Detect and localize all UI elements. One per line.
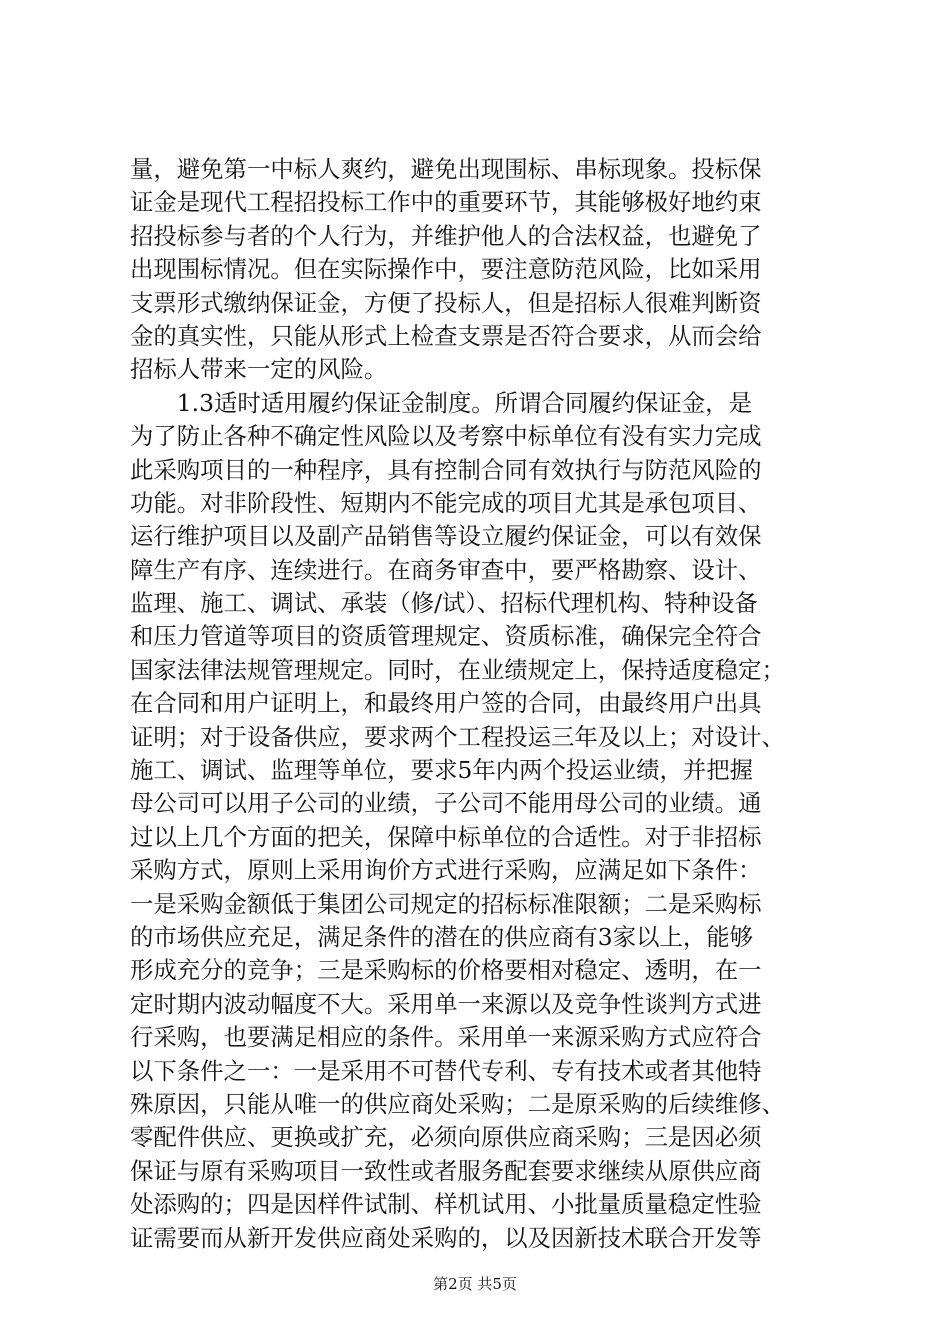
text-line: 一是采购金额低于集团公司规定的招标标准限额；二是采购标 bbox=[130, 889, 762, 918]
text-line: 为了防止各种不确定性风险以及考察中标单位有没有实力完成 bbox=[130, 422, 762, 451]
page-number-label: 第2页 共5页 bbox=[433, 1275, 517, 1293]
text-line: 招投标参与者的个人行为，并维护他人的合法权益，也避免了 bbox=[130, 221, 762, 250]
text-line: 殊原因，只能从唯一的供应商处采购；二是原采购的后续维修、 bbox=[130, 1089, 785, 1118]
text-line: 行采购，也要满足相应的条件。采用单一来源采购方式应符合 bbox=[130, 1023, 762, 1052]
text-line: 1.3适时适用履约保证金制度。所谓合同履约保证金，是 bbox=[130, 388, 752, 417]
text-line: 和压力管道等项目的资质管理规定、资质标准，确保完全符合 bbox=[130, 622, 762, 651]
text-line: 在合同和用户证明上，和最终用户签的合同，由最终用户出具 bbox=[130, 689, 762, 718]
text-line: 量，避免第一中标人爽约，避免出现围标、串标现象。投标保 bbox=[130, 155, 762, 183]
text-line: 处添购的；四是因样件试制、样机试用、小批量质量稳定性验 bbox=[130, 1190, 762, 1219]
text-line: 此采购项目的一种程序，具有控制合同有效执行与防范风险的 bbox=[130, 455, 762, 484]
text-line: 保证与原有采购项目一致性或者服务配套要求继续从原供应商 bbox=[130, 1156, 762, 1185]
text-line: 障生产有序、连续进行。在商务审查中，要严格勘察、设计、 bbox=[130, 555, 762, 584]
text-line: 以下条件之一：一是采用不可替代专利、专有技术或者其他特 bbox=[130, 1056, 762, 1085]
text-line: 支票形式缴纳保证金，方便了投标人，但是招标人很难判断资 bbox=[130, 288, 762, 317]
text-line: 国家法律法规管理规定。同时，在业绩规定上，保持适度稳定； bbox=[130, 655, 785, 684]
text-line: 招标人带来一定的风险。 bbox=[130, 355, 388, 384]
text-line: 监理、施工、调试、承装（修/试）、招标代理机构、特种设备 bbox=[130, 589, 758, 618]
text-line: 母公司可以用子公司的业绩，子公司不能用母公司的业绩。通 bbox=[130, 789, 762, 818]
text-line: 证金是现代工程招投标工作中的重要环节，其能够极好地约束 bbox=[130, 188, 762, 217]
text-line: 运行维护项目以及副产品销售等设立履约保证金，可以有效保 bbox=[130, 522, 762, 551]
text-line: 功能。对非阶段性、短期内不能完成的项目尤其是承包项目、 bbox=[130, 488, 762, 517]
text-line: 出现围标情况。但在实际操作中，要注意防范风险，比如采用 bbox=[130, 255, 762, 284]
text-line: 过以上几个方面的把关，保障中标单位的合适性。对于非招标 bbox=[130, 822, 762, 851]
text-line: 施工、调试、监理等单位，要求5年内两个投运业绩，并把握 bbox=[130, 756, 754, 785]
text-line: 零配件供应、更换或扩充，必须向原供应商采购；三是因必须 bbox=[130, 1123, 762, 1152]
text-line: 证明；对于设备供应，要求两个工程投运三年及以上；对设计、 bbox=[130, 722, 785, 751]
text-line: 定时期内波动幅度不大。采用单一来源以及竞争性谈判方式进 bbox=[130, 989, 762, 1018]
text-line: 的市场供应充足，满足条件的潜在的供应商有3家以上，能够 bbox=[130, 922, 754, 951]
text-line: 证需要而从新开发供应商处采购的，以及因新技术联合开发等 bbox=[130, 1223, 762, 1252]
text-line: 采购方式，原则上采用询价方式进行采购，应满足如下条件： bbox=[130, 856, 762, 885]
page-footer bbox=[0, 1273, 950, 1294]
body-text bbox=[130, 153, 830, 1255]
text-line: 金的真实性，只能从形式上检查支票是否符合要求，从而会给 bbox=[130, 321, 762, 350]
text-line: 形成充分的竞争；三是采购标的价格要相对稳定、透明，在一 bbox=[130, 956, 762, 985]
